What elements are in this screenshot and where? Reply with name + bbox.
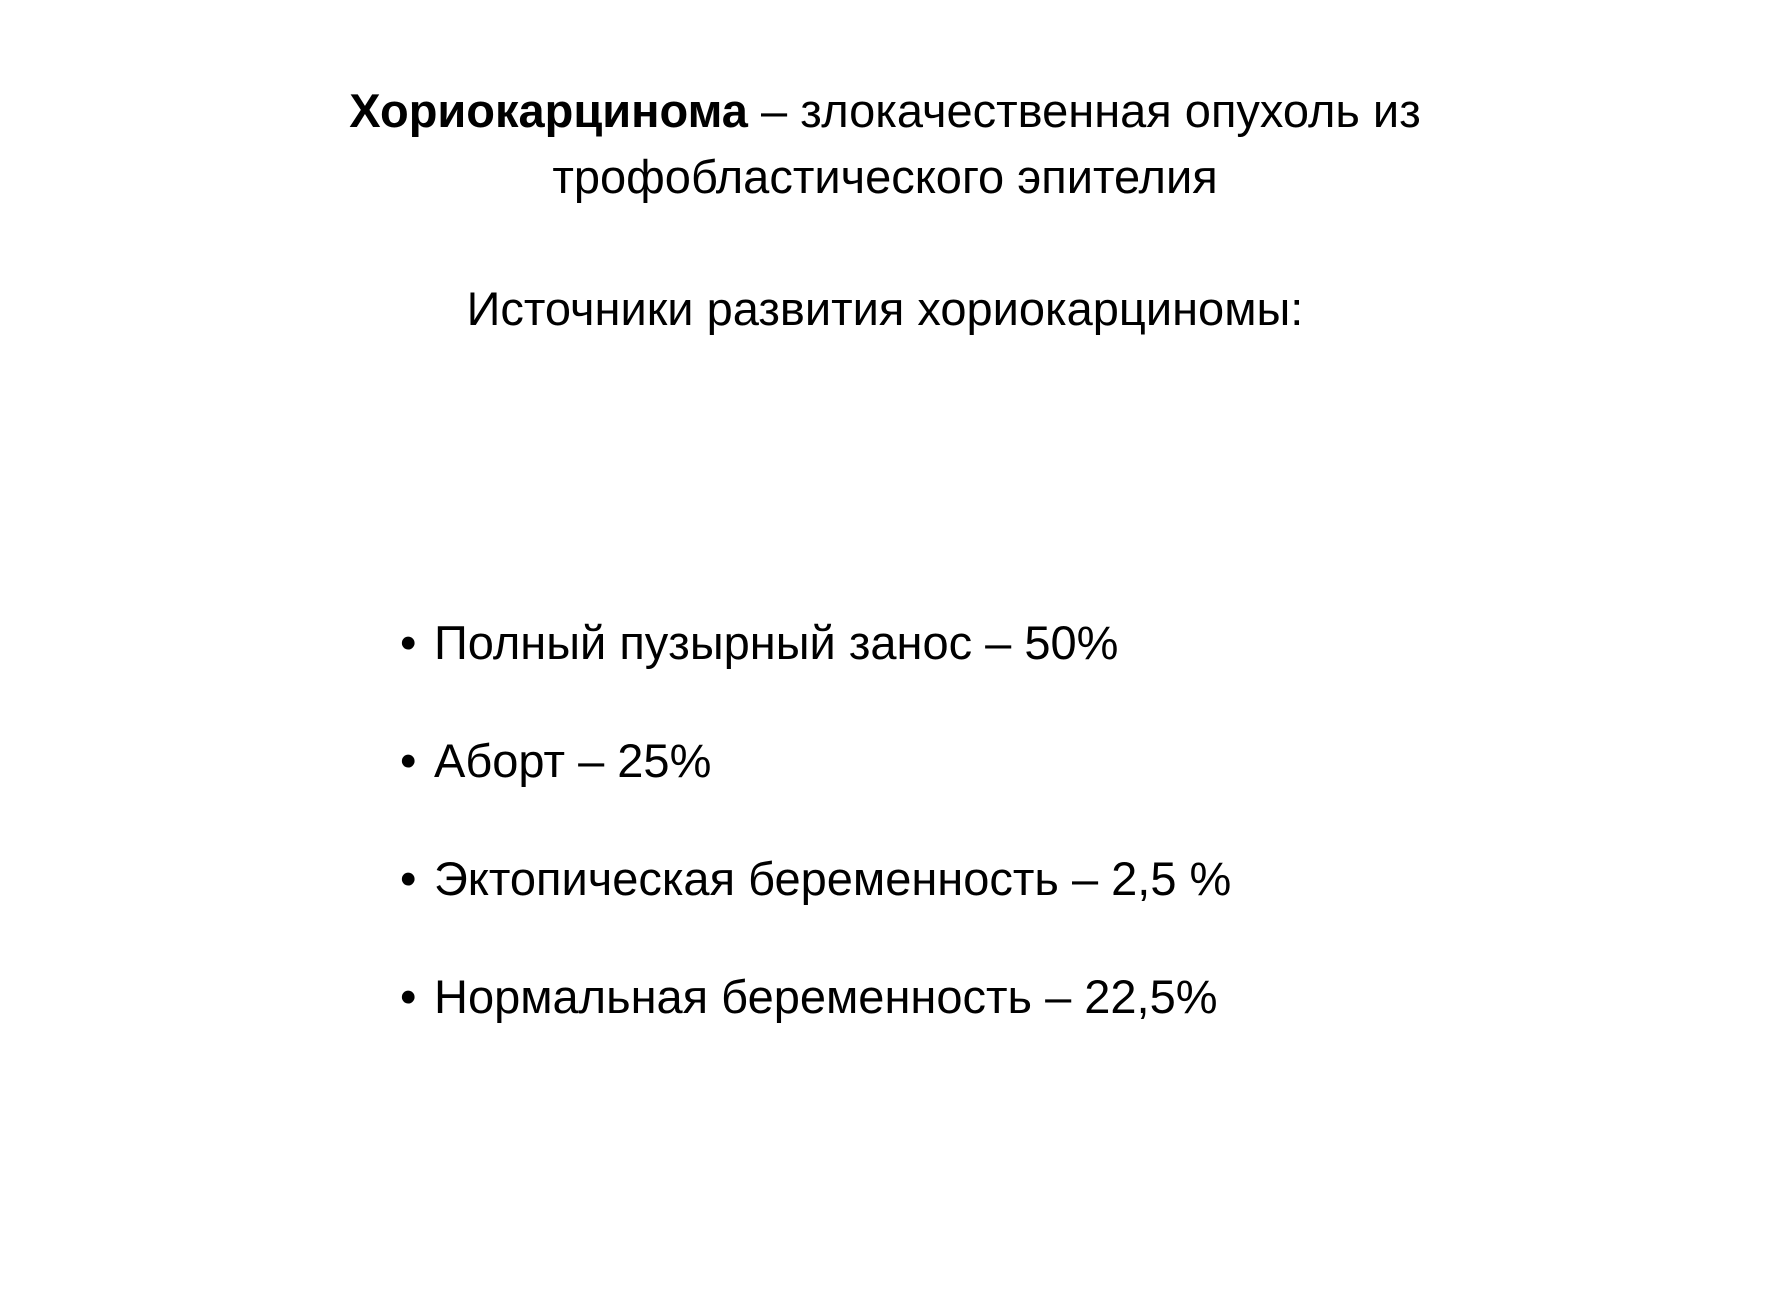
title-definition-line2: трофобластического эпителия <box>552 150 1218 203</box>
title-term: Хориокарцинома <box>349 84 748 137</box>
list-item <box>400 964 1231 1030</box>
source-label: Аборт – 25% <box>434 734 712 787</box>
list-item <box>400 846 1231 912</box>
slide-title <box>135 78 1635 210</box>
list-item <box>400 610 1231 676</box>
source-label: Эктопическая беременность – 2,5 % <box>434 852 1232 905</box>
bullet-icon: • <box>400 734 417 787</box>
list-item <box>400 728 1231 794</box>
sources-list <box>400 610 1231 1082</box>
slide-subtitle: Источники развития хориокарциномы: <box>466 282 1304 335</box>
bullet-icon: • <box>400 616 417 669</box>
title-definition-line1: – злокачественная опухоль из <box>747 84 1421 137</box>
source-label: Полный пузырный занос – 50% <box>434 616 1119 669</box>
source-label: Нормальная беременность – 22,5% <box>434 970 1218 1023</box>
bullet-icon: • <box>400 852 417 905</box>
bullet-icon: • <box>400 970 417 1023</box>
